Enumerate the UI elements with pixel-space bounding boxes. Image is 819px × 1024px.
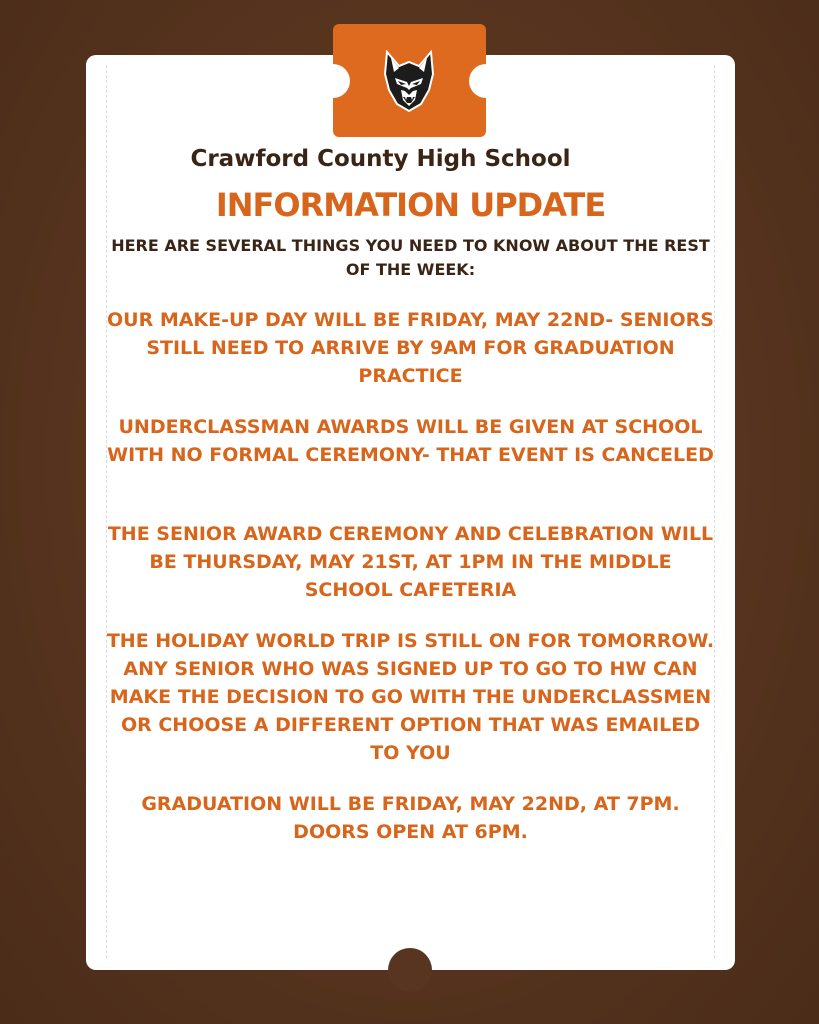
- logo-tab: [333, 24, 486, 137]
- ticket-bottom-notch: [388, 948, 432, 992]
- announcement-item: GRADUATION WILL BE FRIDAY, MAY 22ND, AT 7PM. DOORS OPEN AT 6PM.: [141, 793, 680, 843]
- intro-text: HERE ARE SEVERAL THINGS YOU NEED TO KNOW ABOUT THE REST OF THE WEEK:: [111, 236, 710, 279]
- announcement-item: OUR MAKE-UP DAY WILL BE FRIDAY, MAY 22ND- SENIORS STILL NEED TO ARRIVE BY 9AM FOR GRADUATION PRACTICE: [107, 309, 714, 387]
- announcement-item: THE SENIOR AWARD CEREMONY AND CELEBRATION WILL BE THURSDAY, MAY 21ST, AT 1PM IN THE MIDDLE SCHOOL CAFETERIA: [107, 523, 714, 601]
- school-name: Crawford County High School: [190, 146, 571, 172]
- announcement-item: THE HOLIDAY WORLD TRIP IS STILL ON FOR TOMORROW. ANY SENIOR WHO WAS SIGNED UP TO GO TO HW CAN MAKE THE DECISION TO GO WITH THE UNDERCLASSMEN OR CHOOSE A DIFFERENT OPTION THAT WAS EMAILED TO YOU: [106, 630, 715, 764]
- announcement-item: UNDERCLASSMAN AWARDS WILL BE GIVEN AT SCHOOL WITH NO FORMAL CEREMONY- THAT EVENT IS CANCELED: [107, 416, 714, 466]
- tab-right-notch: [469, 64, 486, 98]
- page-title: INFORMATION UPDATE: [215, 186, 606, 224]
- tab-left-notch: [333, 64, 350, 98]
- wolf-mascot-icon: [381, 50, 437, 112]
